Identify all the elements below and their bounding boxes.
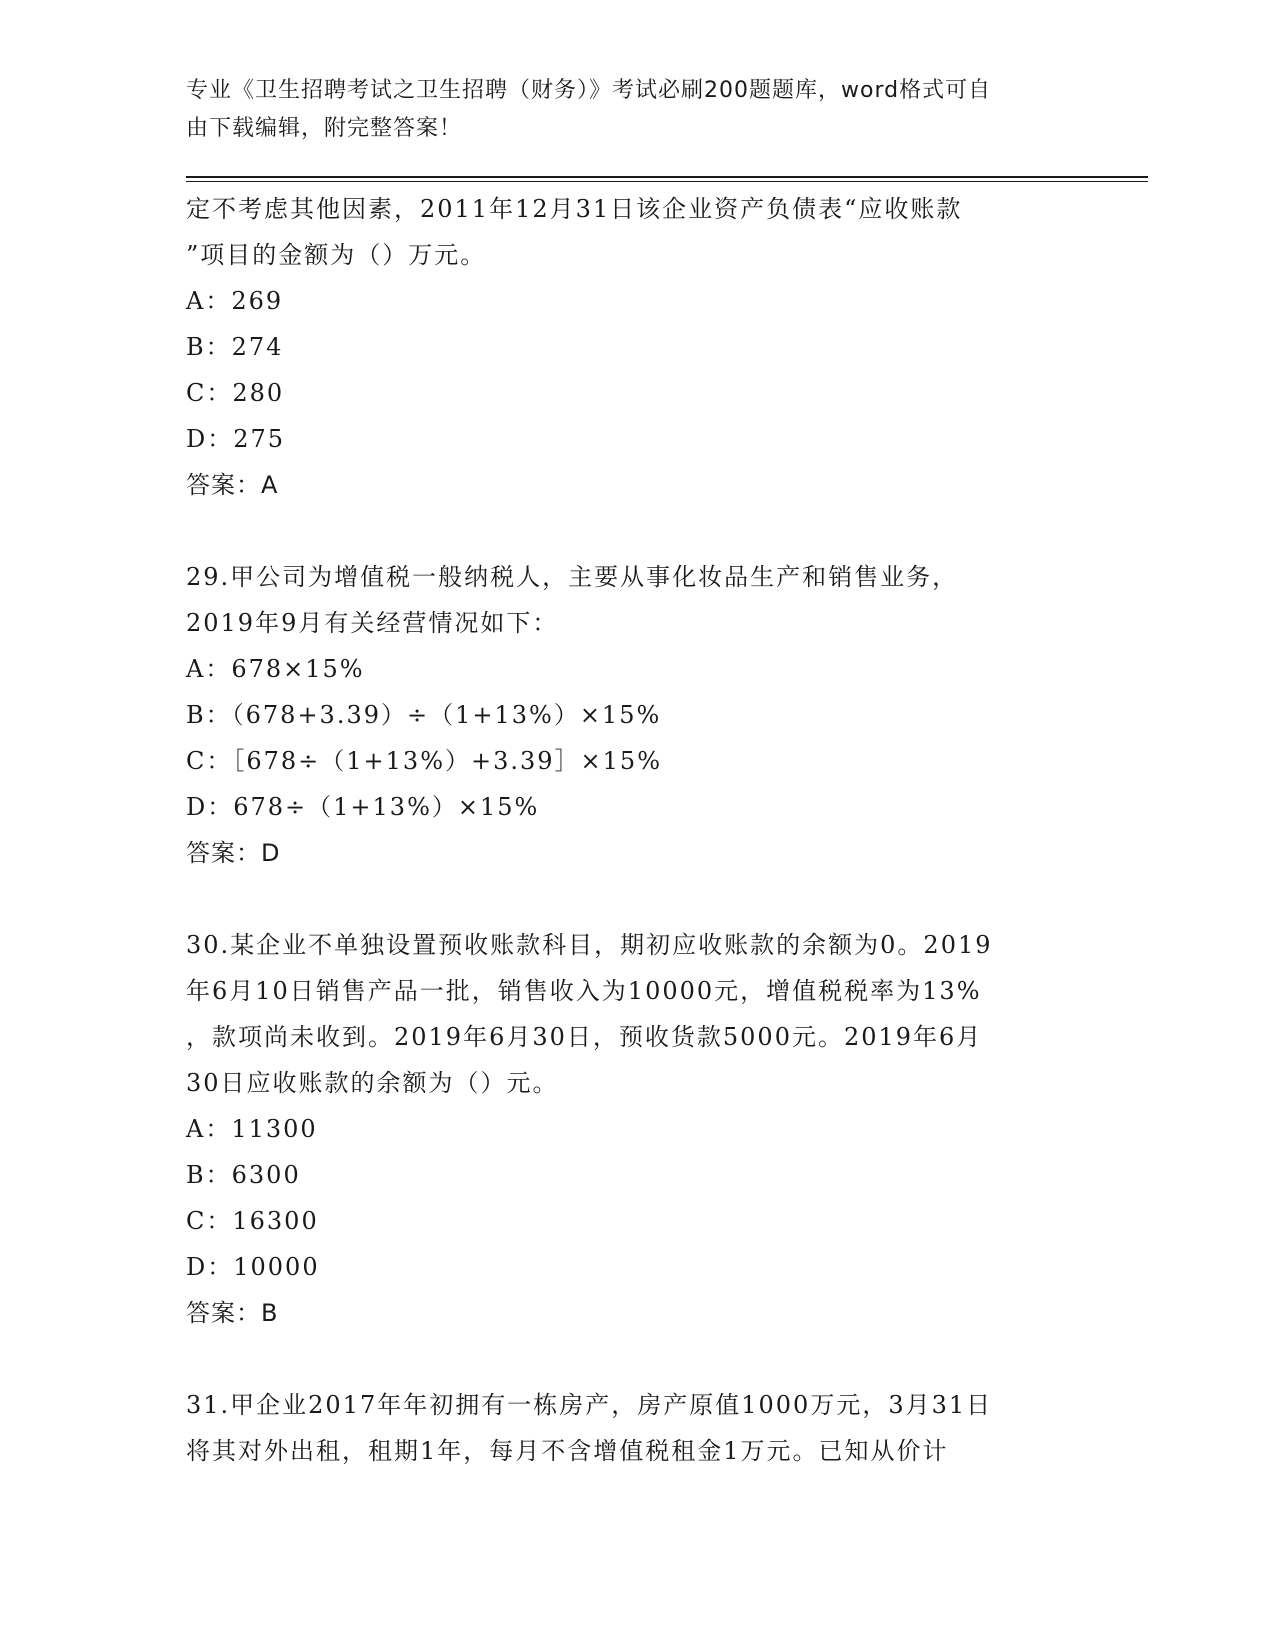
answer-label: 答案：	[186, 839, 261, 867]
question-list	[186, 186, 1086, 1474]
question-text-line: 将其对外出租，租期1年，每月不含增值税租金1万元。已知从价计	[186, 1437, 949, 1465]
option-c: C：［678÷（1+13%）+3.39］×15%	[186, 747, 663, 775]
question-text-line: ”项目的金额为（）万元。	[186, 241, 487, 269]
header-rule-thin	[186, 181, 1148, 182]
question-text-line: 30日应收账款的余额为（）元。	[186, 1069, 559, 1097]
header-title-line-2: 由下载编辑，附完整答案！	[186, 116, 463, 141]
answer	[186, 462, 1086, 508]
answer-value: B	[261, 1299, 279, 1327]
question-text-line: 29.甲公司为增值税一般纳税人，主要从事化妆品生产和销售业务，	[186, 563, 959, 591]
option-a: A：678×15%	[186, 655, 365, 683]
option-d: D：678÷（1+13%）×15%	[186, 793, 540, 821]
question-28	[186, 186, 1086, 508]
question-text-line: ，款项尚未收到。2019年6月30日，预收货款5000元。2019年6月	[186, 1023, 983, 1051]
question-text-line: 31.甲企业2017年年初拥有一栋房产，房产原值1000万元，3月31日	[186, 1391, 993, 1419]
question-31	[186, 1382, 1086, 1474]
option-a: A：269	[186, 287, 284, 315]
option-b: B：274	[186, 333, 284, 361]
header-rule-thick	[186, 176, 1148, 178]
answer-label: 答案：	[186, 471, 261, 499]
answer	[186, 1290, 1086, 1336]
question-text-line: 定不考虑其他因素，2011年12月31日该企业资产负债表“应收账款	[186, 195, 963, 223]
option-c: C：280	[186, 379, 285, 407]
question-30	[186, 922, 1086, 1336]
question-text-line: 30.某企业不单独设置预收账款科目，期初应收账款的余额为0。2019	[186, 931, 993, 959]
answer-label: 答案：	[186, 1299, 261, 1327]
option-a: A：11300	[186, 1115, 318, 1143]
option-b: B：（678+3.39）÷（1+13%）×15%	[186, 701, 662, 729]
header-title-line-1: 专业《卫生招聘考试之卫生招聘（财务）》考试必刷200题题库，word格式可自	[186, 78, 992, 103]
question-text-line: 年6月10日销售产品一批，销售收入为10000元，增值税税率为13%	[186, 977, 982, 1005]
option-d: D：275	[186, 425, 286, 453]
document-header	[186, 72, 1086, 148]
answer	[186, 830, 1086, 876]
answer-value: A	[261, 471, 279, 499]
question-29	[186, 554, 1086, 876]
option-b: B：6300	[186, 1161, 301, 1189]
answer-value: D	[261, 839, 281, 867]
question-text-line: 2019年9月有关经营情况如下：	[186, 609, 559, 637]
option-c: C：16300	[186, 1207, 319, 1235]
option-d: D：10000	[186, 1253, 320, 1281]
